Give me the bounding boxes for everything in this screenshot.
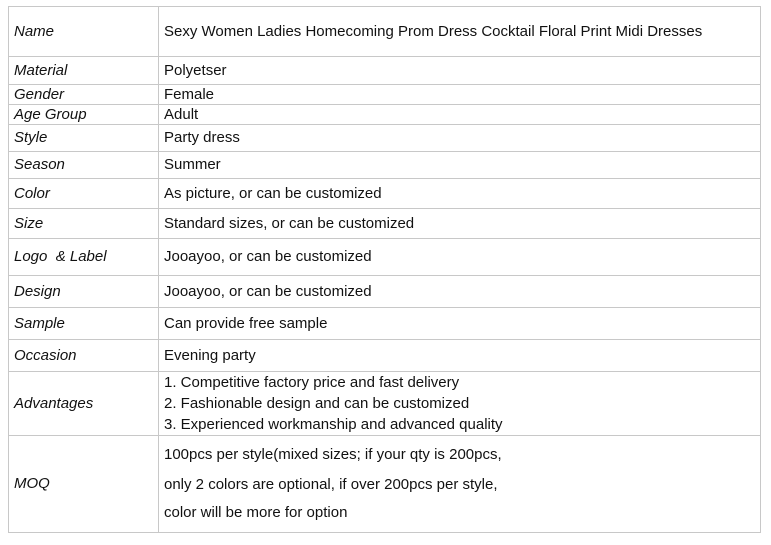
color-label: Color xyxy=(9,179,159,209)
logo-label-label: Logo & Label xyxy=(9,239,159,276)
table-row xyxy=(9,340,761,372)
name-value: Sexy Women Ladies Homecoming Prom Dress Cocktail Floral Print Midi Dresses xyxy=(159,7,761,57)
table-row xyxy=(9,209,761,239)
gender-label: Gender xyxy=(9,85,159,105)
name-label: Name xyxy=(9,7,159,57)
material-value: Polyetser xyxy=(159,57,761,85)
product-spec-table xyxy=(8,6,761,533)
advantages-label: Advantages xyxy=(9,372,159,436)
table-row xyxy=(9,276,761,308)
gender-value: Female xyxy=(159,85,761,105)
table-row xyxy=(9,436,761,533)
style-value: Party dress xyxy=(159,125,761,152)
table-row xyxy=(9,105,761,125)
table-row xyxy=(9,372,761,436)
table-row xyxy=(9,57,761,85)
sample-label: Sample xyxy=(9,308,159,340)
design-label: Design xyxy=(9,276,159,308)
moq-line: 100pcs per style(mixed sizes; if your qty is 200pcs, xyxy=(164,446,502,463)
style-label: Style xyxy=(9,125,159,152)
age-group-value: Adult xyxy=(159,105,761,125)
table-row xyxy=(9,239,761,276)
advantage-line: 2. Fashionable design and can be customized xyxy=(164,395,470,412)
table-row xyxy=(9,308,761,340)
moq-value xyxy=(159,436,761,533)
advantage-line: 3. Experienced workmanship and advanced quality xyxy=(164,416,503,433)
color-value: As picture, or can be customized xyxy=(159,179,761,209)
season-label: Season xyxy=(9,152,159,179)
material-label: Material xyxy=(9,57,159,85)
occasion-value: Evening party xyxy=(159,340,761,372)
age-group-label: Age Group xyxy=(9,105,159,125)
moq-line: only 2 colors are optional, if over 200pcs per style, xyxy=(164,476,498,493)
table-row xyxy=(9,125,761,152)
size-label: Size xyxy=(9,209,159,239)
table-row xyxy=(9,179,761,209)
size-value: Standard sizes, or can be customized xyxy=(159,209,761,239)
moq-line: color will be more for option xyxy=(164,504,348,521)
table-row xyxy=(9,7,761,57)
advantages-value xyxy=(159,372,761,436)
design-value: Jooayoo, or can be customized xyxy=(159,276,761,308)
table-row xyxy=(9,152,761,179)
moq-label: MOQ xyxy=(9,436,159,533)
table-row xyxy=(9,85,761,105)
logo-label-value: Jooayoo, or can be customized xyxy=(159,239,761,276)
sample-value: Can provide free sample xyxy=(159,308,761,340)
occasion-label: Occasion xyxy=(9,340,159,372)
advantage-line: 1. Competitive factory price and fast delivery xyxy=(164,374,460,391)
season-value: Summer xyxy=(159,152,761,179)
